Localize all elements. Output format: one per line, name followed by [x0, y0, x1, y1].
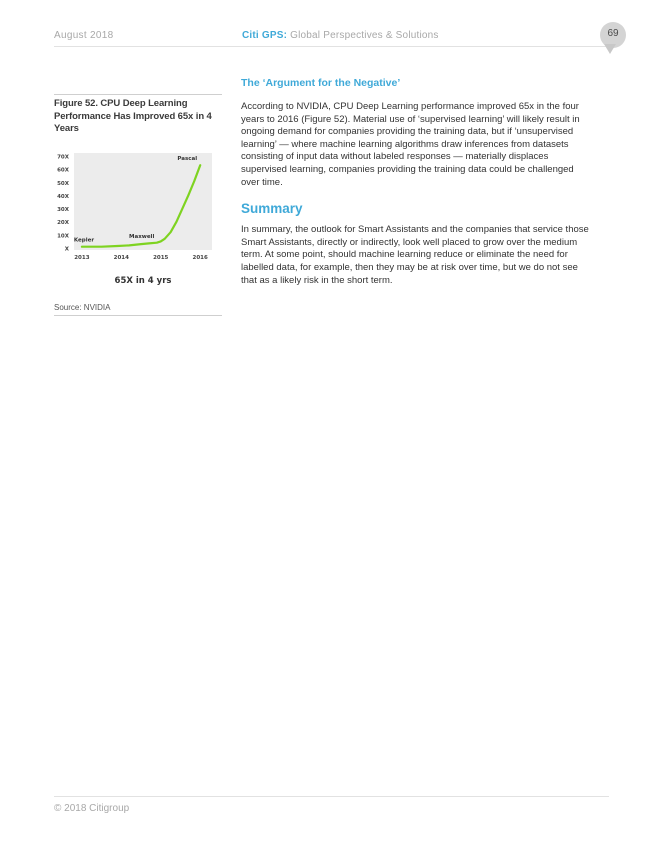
- header-title-text: Global Perspectives & Solutions: [290, 30, 439, 41]
- section-heading: The ‘Argument for the Negative’: [241, 77, 401, 89]
- header-date: August 2018: [54, 30, 114, 41]
- y-tick-label: X: [64, 246, 69, 253]
- figure-source: Source: NVIDIA: [54, 303, 111, 312]
- footer-divider: [54, 796, 609, 797]
- page-number: 69: [607, 28, 619, 39]
- y-tick-label: 60X: [57, 167, 69, 174]
- y-tick-label: 30X: [57, 207, 69, 214]
- x-tick-label: 2013: [74, 255, 90, 261]
- paragraph-summary: In summary, the outlook for Smart Assistants and the companies that service those Smart Assistants, directly or indirectly, look well placed to grow over the medium term. At some point, should machine learning reduce or eliminate the need for labelled data, for example, then they may be at risk over time, but we do not see that as a likely risk in the short term.: [241, 224, 589, 286]
- figure-bottom-divider: [54, 315, 222, 316]
- data-label: Pascal: [177, 156, 198, 163]
- x-tick-label: 2016: [192, 255, 208, 261]
- header-title: [242, 30, 439, 41]
- performance-chart: [54, 148, 214, 298]
- header-brand: Citi GPS:: [242, 30, 288, 41]
- main-content: [241, 77, 593, 287]
- figure-52: [54, 98, 222, 312]
- y-tick-label: 40X: [57, 193, 69, 200]
- page-header: [0, 0, 650, 60]
- x-tick-label: 2014: [113, 255, 129, 261]
- chart-container: [54, 148, 214, 298]
- header-divider: [54, 46, 609, 47]
- data-label: Maxwell: [129, 234, 155, 241]
- paragraph-argument: According to NVIDIA, CPU Deep Learning performance improved 65x in the four years to 2016 (Figure 52). Material use of ‘supervised learning’ will likely result in ongoing demand for companies providing the training data, but if ‘unsupervised learning’ — where machine learning algorithms draw inferences from datasets consisting of input data without labeled responses — materially displaces supervised learning, companies providing the training data could be challenged over time.: [241, 101, 580, 188]
- y-tick-label: 70X: [57, 154, 69, 161]
- y-tick-label: 50X: [57, 180, 69, 187]
- figure-top-divider: [54, 94, 222, 95]
- y-tick-label: 10X: [57, 233, 69, 240]
- data-label: Kepler: [73, 237, 95, 244]
- page-number-badge-pointer: [604, 44, 616, 54]
- footer-copyright: © 2018 Citigroup: [54, 803, 130, 814]
- summary-heading: Summary: [241, 201, 303, 217]
- x-tick-label: 2015: [153, 255, 169, 261]
- chart-caption: 65X in 4 yrs: [114, 276, 172, 286]
- y-tick-label: 20X: [57, 220, 69, 227]
- figure-title: Figure 52. CPU Deep Learning Performance Has Improved 65x in 4 Years: [54, 98, 212, 134]
